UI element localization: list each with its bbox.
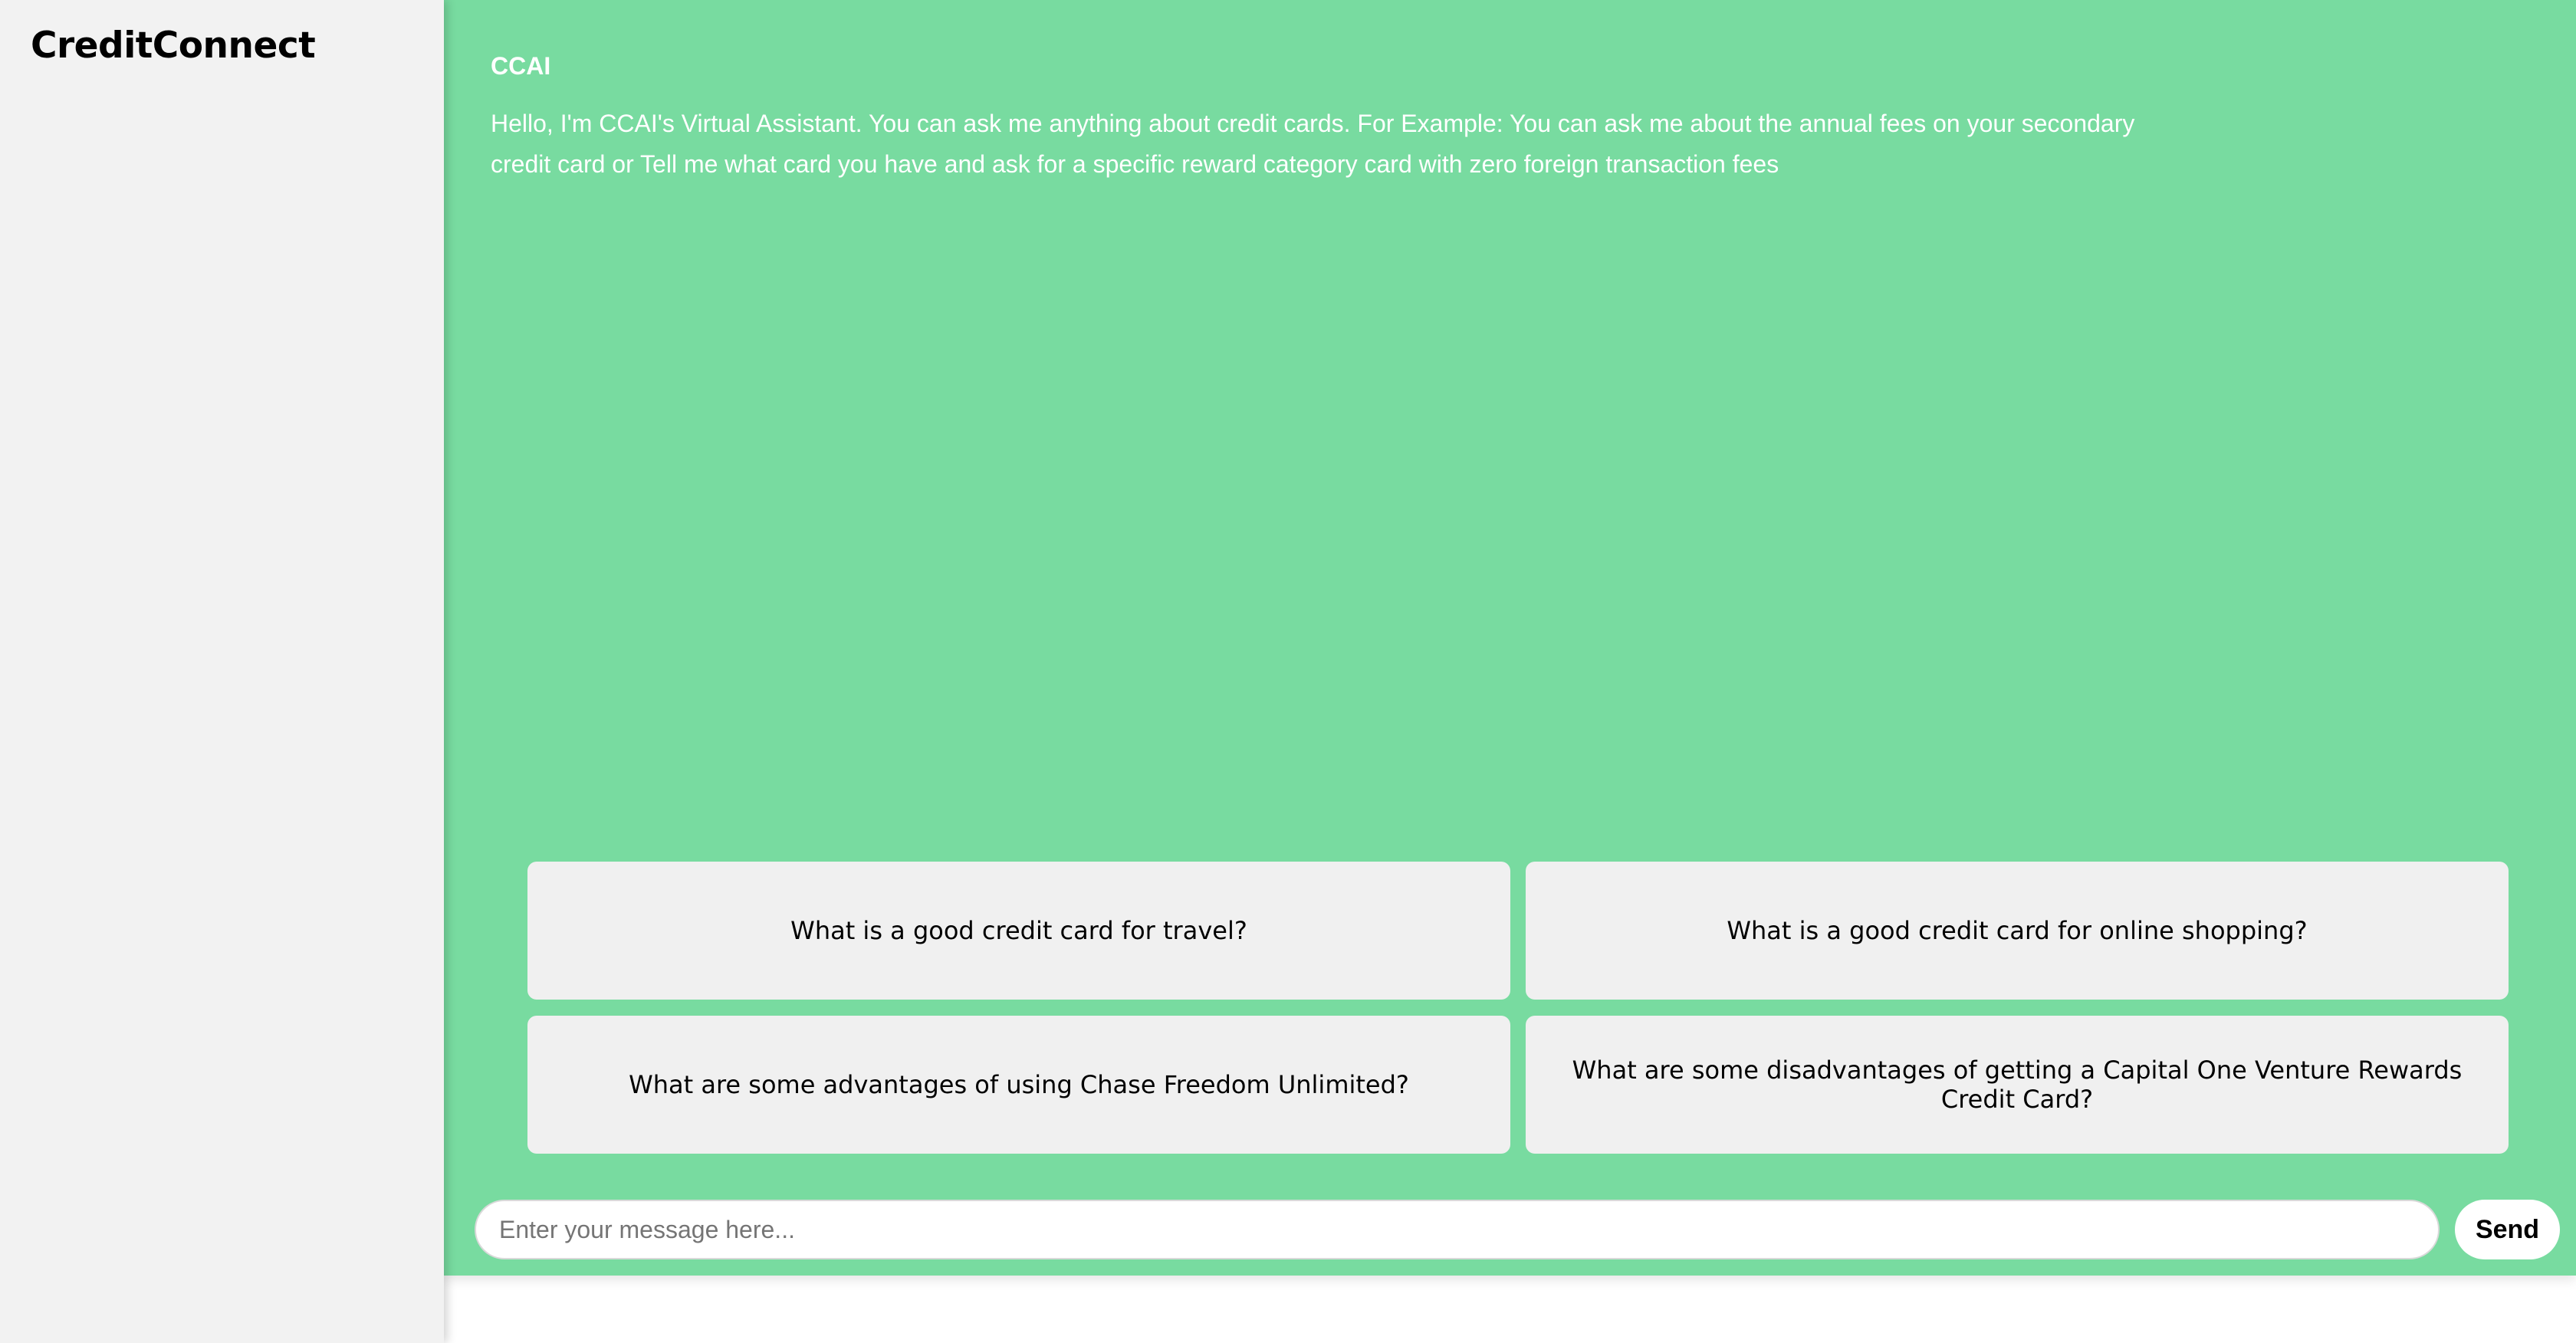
bot-message: Hello, I'm CCAI's Virtual Assistant. You can ask me anything about credit cards. For Example: You can ask me about the annual fees on your secondary credit card or Tell me what card you have and ask for a specific reward category card with zero foreign transaction fees (491, 110, 2135, 178)
brand-title: CreditConnect (31, 25, 316, 67)
message-input[interactable] (475, 1200, 2440, 1259)
send-button[interactable]: Send (2455, 1200, 2560, 1259)
bot-name: CCAI (491, 52, 551, 80)
chat-panel (444, 0, 2576, 1276)
suggestion-button-chase-freedom[interactable]: What are some advantages of using Chase Freedom Unlimited? (527, 1016, 1510, 1154)
sidebar (0, 0, 444, 1343)
message-composer (475, 1200, 2560, 1259)
suggestion-button-capital-one[interactable]: What are some disadvantages of getting a Capital One Venture Rewards Credit Card? (1526, 1016, 2509, 1154)
suggestion-button-online-shopping[interactable]: What is a good credit card for online shopping? (1526, 862, 2509, 1000)
suggestion-button-travel[interactable]: What is a good credit card for travel? (527, 862, 1510, 1000)
